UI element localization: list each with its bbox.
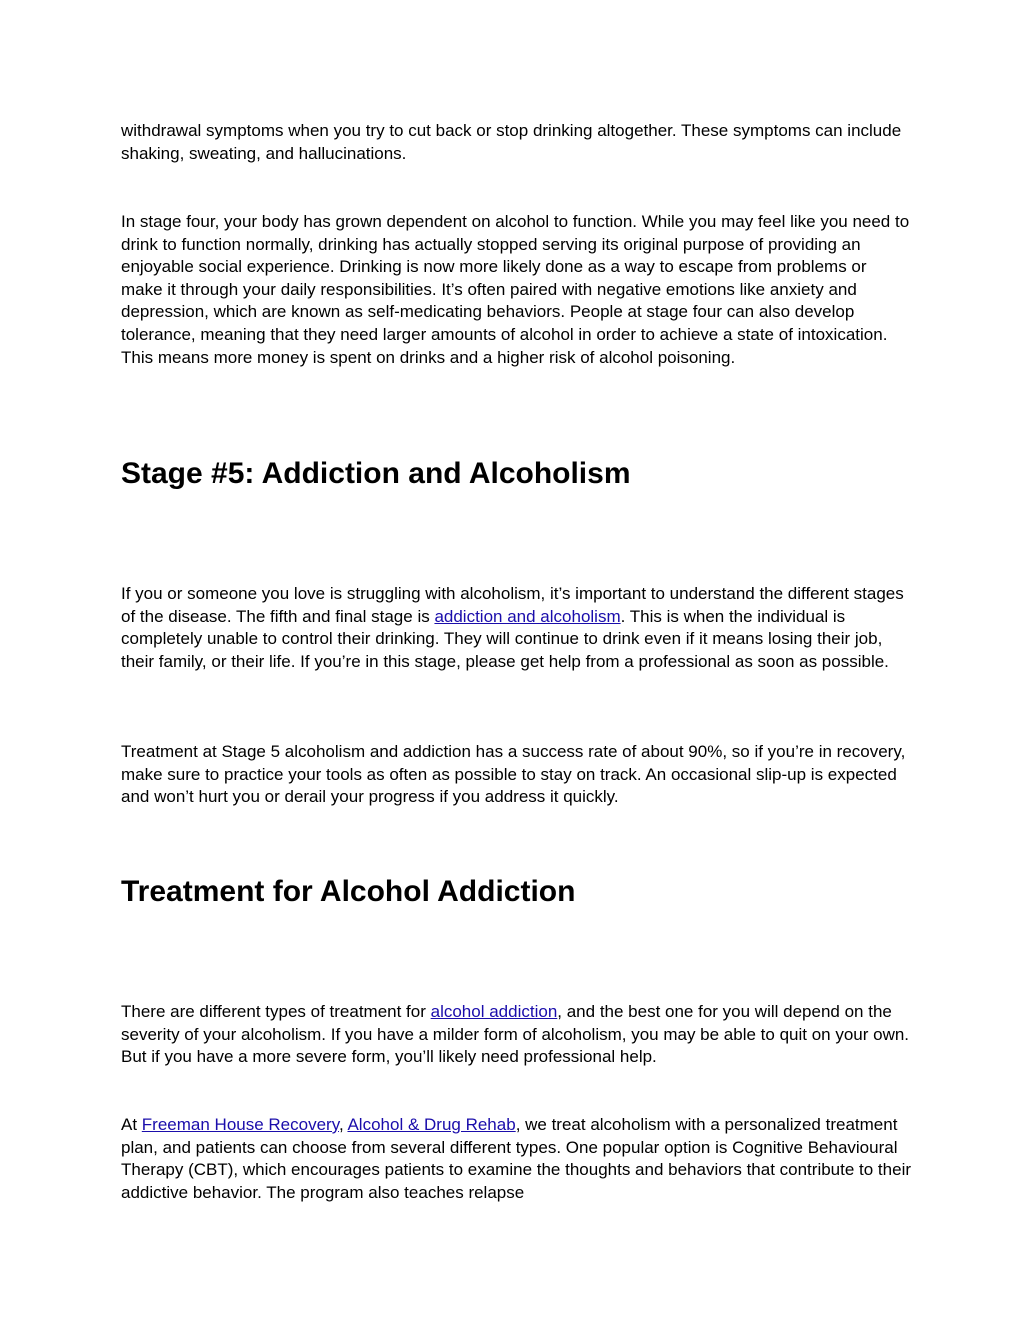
paragraph-text: , and the best one for you will depend on the severity of your alcoholism. If you have a milder form of alcoholism, you may be able to quit on your own. But if you have a more severe form, you’ll likely need professional help.: [121, 1002, 910, 1067]
heading-treatment: Treatment for Alcohol Addiction: [121, 875, 576, 908]
link-alcohol-drug-rehab[interactable]: Alcohol & Drug Rehab: [347, 1115, 516, 1134]
paragraph-text: If you or someone you love is struggling with alcoholism, it’s important to understand the different stages of the disease. The fifth and final stage is: [121, 584, 904, 626]
paragraph-text: . This is when the individual is completely unable to control their drinking. They will continue to drink even if it means losing their job, their family, or their life. If you’re in this stage, please get help from a professional as soon as possible.: [121, 606, 889, 671]
paragraph-text: At: [121, 1115, 142, 1134]
paragraph-text: There are different types of treatment for: [121, 1002, 431, 1021]
paragraph-withdrawal-symptoms: withdrawal symptoms when you try to cut back or stop drinking altogether. These symptoms can include shaking, sweating, and hallucinations.: [121, 121, 902, 163]
paragraph-treatment-types: [121, 1001, 911, 1069]
paragraph-text: ,: [338, 1115, 348, 1134]
link-addiction-and-alcoholism[interactable]: addiction and alcoholism: [434, 606, 621, 626]
heading-stage-5: Stage #5: Addiction and Alcoholism: [121, 457, 631, 490]
paragraph-stage-five-intro: [121, 583, 911, 673]
link-alcohol-addiction[interactable]: alcohol addiction: [430, 1002, 558, 1021]
paragraph-stage-four: In stage four, your body has grown dependent on alcohol to function. While you may feel like you need to drink to function normally, drinking has actually stopped serving its original purpose of providing an enjoyable social experience. Drinking is now more likely done as a way to escape from problems or make it through your daily responsibilities. It’s often paired with negative emotions like anxiety and depression, which are known as self-medicating behaviors. People at stage four can also develop tolerance, meaning that they need larger amounts of alcohol in order to achieve a state of intoxication. This means more money is spent on drinks and a higher risk of alcohol poisoning.: [121, 212, 910, 367]
link-freeman-house-recovery[interactable]: Freeman House Recovery: [141, 1115, 339, 1134]
paragraph-text: , we treat alcoholism with a personalized treatment plan, and patients can choose from several different types. One popular option is Cognitive Behavioural Therapy (CBT), which encourages patients to examine the thoughts and behaviors that contribute to their addictive behavior. The program also teaches relapse: [121, 1115, 912, 1202]
paragraph-freeman-house: [121, 1114, 911, 1204]
paragraph-treatment-success-rate: Treatment at Stage 5 alcoholism and addiction has a success rate of about 90%, so if you’re in recovery, make sure to practice your tools as often as possible to stay on track. An occasional slip-up is expected and won’t hurt you or derail your progress if you address it quickly.: [121, 742, 906, 807]
